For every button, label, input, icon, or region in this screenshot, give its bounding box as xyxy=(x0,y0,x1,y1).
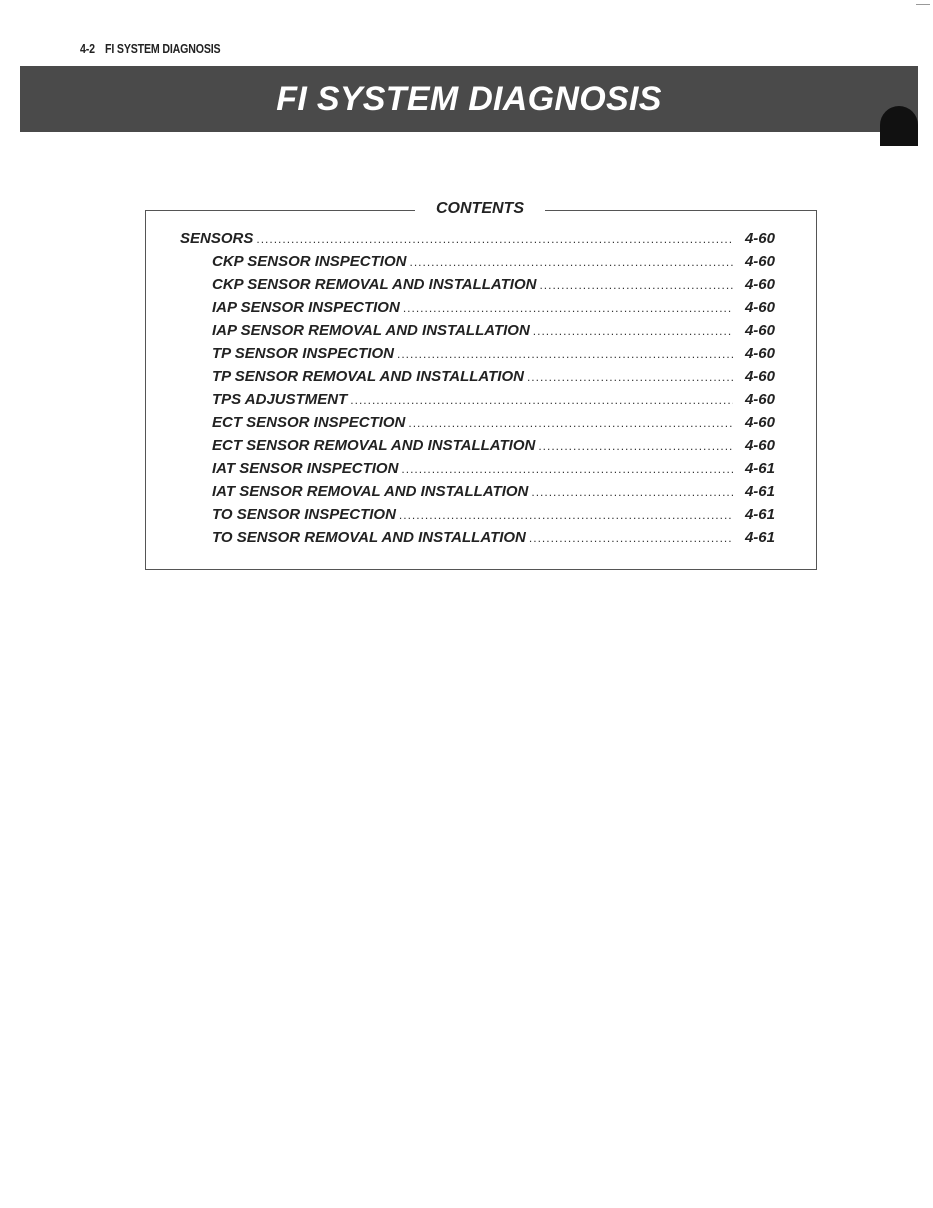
toc-dot-leader xyxy=(256,228,733,251)
toc-entry[interactable] xyxy=(180,296,775,319)
toc-dot-leader xyxy=(529,527,733,550)
toc-entry-page: 4-60 xyxy=(744,230,775,247)
toc-entry-page: 4-60 xyxy=(744,437,775,454)
toc-dot-leader xyxy=(539,274,733,297)
toc-dot-leader xyxy=(403,297,733,320)
toc-entry-title: SENSORS xyxy=(180,230,254,247)
toc-entry-title: CKP SENSOR REMOVAL AND INSTALLATION xyxy=(212,276,537,293)
toc-dot-leader xyxy=(397,343,733,366)
toc-entry-page: 4-61 xyxy=(744,483,775,500)
toc-entry-page: 4-60 xyxy=(744,414,775,431)
toc-entry-page: 4-61 xyxy=(744,506,775,523)
page-number: 4-2 xyxy=(80,42,95,56)
toc-entry[interactable] xyxy=(180,480,775,503)
toc-entry[interactable] xyxy=(180,273,775,296)
toc-entry-title: TO SENSOR REMOVAL AND INSTALLATION xyxy=(212,529,526,546)
toc-entry-title: TP SENSOR REMOVAL AND INSTALLATION xyxy=(212,368,524,385)
toc-entry-page: 4-61 xyxy=(744,529,775,546)
chapter-title-bar xyxy=(20,66,918,132)
toc-entry[interactable] xyxy=(180,411,775,434)
toc-entry-title: IAP SENSOR INSPECTION xyxy=(212,299,400,316)
toc-dot-leader xyxy=(401,458,733,481)
toc-entry[interactable] xyxy=(180,227,775,250)
toc-entry[interactable] xyxy=(180,434,775,457)
page-edge-mark xyxy=(916,4,930,5)
toc-entry[interactable] xyxy=(180,365,775,388)
toc-entry-title: ECT SENSOR INSPECTION xyxy=(212,414,406,431)
toc-entry-title: IAP SENSOR REMOVAL AND INSTALLATION xyxy=(212,322,530,339)
toc-dot-leader xyxy=(350,389,733,412)
toc-entry[interactable] xyxy=(180,526,775,549)
toc-entry[interactable] xyxy=(180,388,775,411)
toc-dot-leader xyxy=(531,481,733,504)
toc-entry-title: CKP SENSOR INSPECTION xyxy=(212,253,407,270)
toc-entry-title: TO SENSOR INSPECTION xyxy=(212,506,396,523)
toc-entry[interactable] xyxy=(180,319,775,342)
toc-entry-title: TPS ADJUSTMENT xyxy=(212,391,348,408)
contents-heading: CONTENTS xyxy=(415,198,545,220)
toc-entry[interactable] xyxy=(180,457,775,480)
toc-entry[interactable] xyxy=(180,250,775,273)
toc-entry-page: 4-60 xyxy=(744,253,775,270)
toc-entry[interactable] xyxy=(180,342,775,365)
toc-entry-page: 4-60 xyxy=(744,276,775,293)
toc-entry-page: 4-60 xyxy=(744,299,775,316)
toc-entry-page: 4-61 xyxy=(744,460,775,477)
toc-entry-title: IAT SENSOR INSPECTION xyxy=(212,460,399,477)
toc-entry-page: 4-60 xyxy=(744,322,775,339)
toc-dot-leader xyxy=(538,435,733,458)
toc-dot-leader xyxy=(399,504,733,527)
toc-dot-leader xyxy=(409,251,733,274)
toc-entry[interactable] xyxy=(180,503,775,526)
chapter-title: FI SYSTEM DIAGNOSIS xyxy=(276,80,662,118)
toc-dot-leader xyxy=(527,366,733,389)
toc-entry-title: ECT SENSOR REMOVAL AND INSTALLATION xyxy=(212,437,536,454)
toc-entry-page: 4-60 xyxy=(744,345,775,362)
toc-dot-leader xyxy=(533,320,733,343)
toc-entry-page: 4-60 xyxy=(744,391,775,408)
running-header xyxy=(80,42,220,56)
toc-entry-page: 4-60 xyxy=(744,368,775,385)
chapter-tab-marker xyxy=(880,106,918,146)
toc-entry-title: IAT SENSOR REMOVAL AND INSTALLATION xyxy=(212,483,529,500)
running-header-title: FI SYSTEM DIAGNOSIS xyxy=(105,42,221,56)
toc-list xyxy=(180,227,775,549)
toc-entry-title: TP SENSOR INSPECTION xyxy=(212,345,394,362)
toc-dot-leader xyxy=(408,412,733,435)
